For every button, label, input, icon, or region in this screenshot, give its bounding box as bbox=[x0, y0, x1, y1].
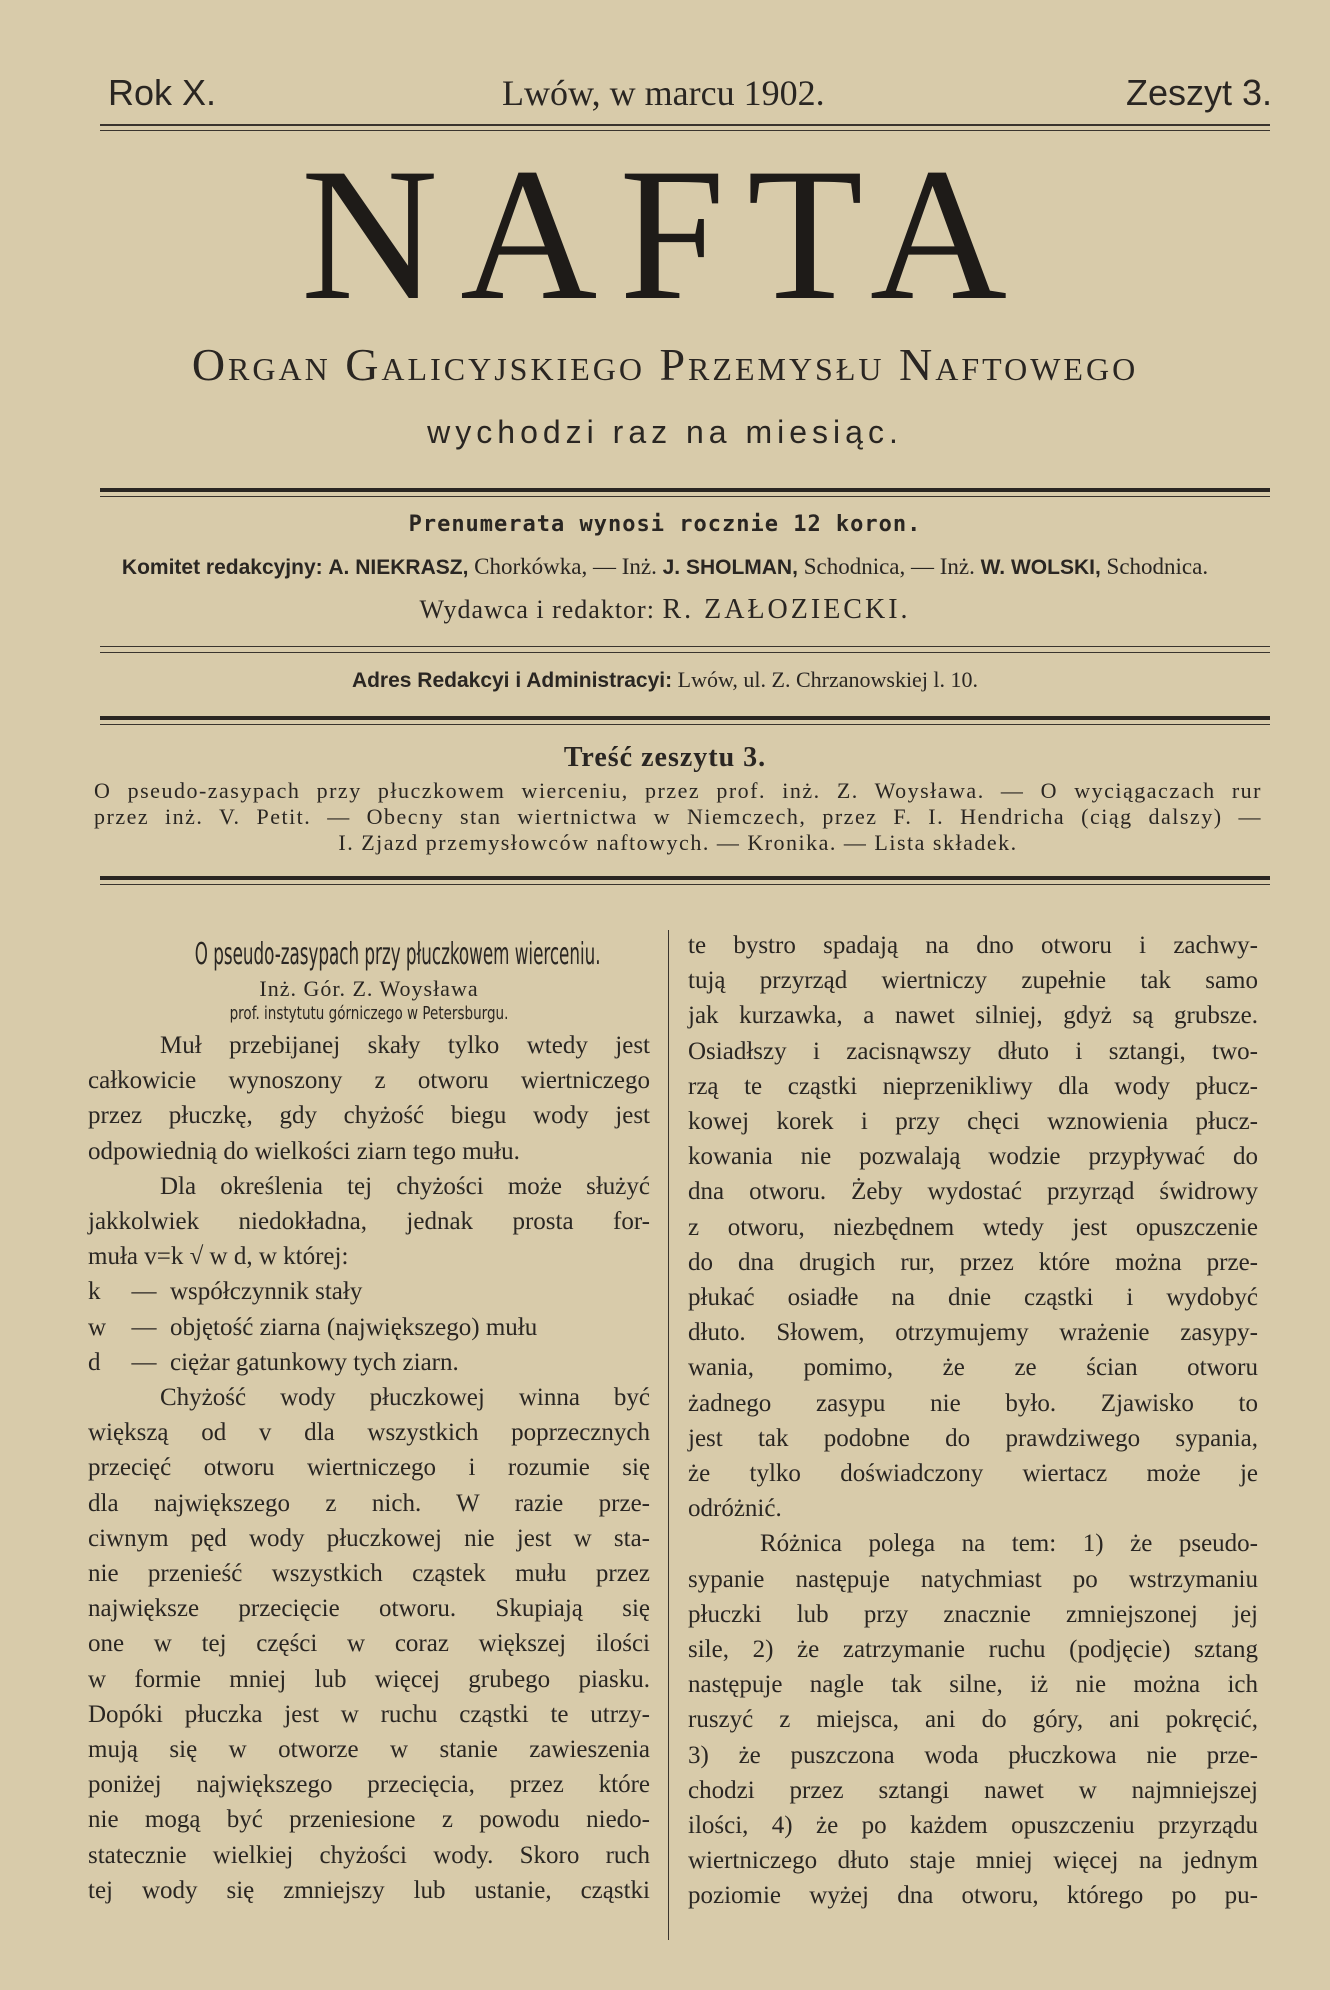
dash: — bbox=[131, 1278, 157, 1306]
publisher-label: Wydawca i redaktor: bbox=[419, 595, 655, 624]
publisher bbox=[0, 594, 1330, 626]
variable-description: ciężar gatunkowy tych ziarn. bbox=[170, 1348, 459, 1376]
editorial-committee bbox=[0, 554, 1330, 580]
text-line: przecięć otworu wiertniczego i rozumie się bbox=[88, 1454, 650, 1482]
text-line: do dna drugich rur, przez które można prze- bbox=[688, 1248, 1258, 1276]
variable-definition bbox=[88, 1345, 650, 1380]
address-line bbox=[0, 667, 1330, 693]
text-line: dla największego z nich. W razie prze- bbox=[88, 1489, 650, 1517]
committee-member-name: A. NIEKRASZ, bbox=[328, 556, 469, 579]
divider-rule bbox=[100, 884, 1270, 885]
text-line: ilości, 4) że po każdem opuszczeniu przyrządu bbox=[688, 1812, 1258, 1840]
text-line: Muł przebijanej skały tylko wtedy jest bbox=[160, 1032, 650, 1059]
article-paragraph bbox=[88, 1380, 650, 1908]
divider-rule bbox=[100, 646, 1270, 647]
article-right-column bbox=[688, 928, 1258, 1914]
text-line: ciwnym pęd wody płuczkowej nie jest w sta- bbox=[88, 1524, 650, 1552]
variable-symbol: d bbox=[88, 1348, 101, 1376]
committee-member-name: J. SHOLMAN, bbox=[662, 556, 798, 579]
text-line: tują przyrząd wiertniczy zupełnie tak samo bbox=[688, 967, 1258, 995]
text-line: kowania nie pozwalają wodzie przypływać do bbox=[688, 1143, 1258, 1171]
article-title: O pseudo-zasypach przy płuczkowem wierceniu. bbox=[194, 937, 601, 972]
text-line: większą od v dla wszystkich poprzecznych bbox=[88, 1419, 650, 1447]
text-line: ruszyć z miejsca, ani do góry, ani pokręcić, bbox=[688, 1706, 1258, 1734]
text-line: poziomie wyżej dna otworu, którego po pu- bbox=[688, 1882, 1258, 1910]
subscription-info: Prenumerata wynosi rocznie 12 koron. bbox=[408, 512, 922, 537]
text-line: odróżnić. bbox=[688, 1495, 782, 1523]
text-line: dna otworu. Żeby wydostać przyrząd świdrowy bbox=[688, 1178, 1258, 1206]
text-line: wania, pomimo, że ze ścian otworu bbox=[688, 1354, 1258, 1382]
variable-description: współczynnik stały bbox=[170, 1278, 363, 1306]
text-line: 3) że puszczona woda płuczkowa nie prze- bbox=[688, 1741, 1258, 1769]
committee-label: Komitet redakcyjny: bbox=[121, 556, 323, 579]
text-line: tej wody się zmniejszy lub ustanie, cząstki bbox=[88, 1876, 650, 1904]
divider-rule bbox=[100, 716, 1270, 720]
text-line: odpowiednią do wielkości ziarn tego mułu. bbox=[88, 1137, 520, 1165]
text-line: Różnica polega na tem: 1) że pseudo- bbox=[760, 1530, 1258, 1558]
divider-rule bbox=[100, 652, 1270, 653]
publication-frequency: wychodzi raz na miesiąc. bbox=[427, 414, 903, 450]
dash: — bbox=[131, 1313, 157, 1341]
text-line: sypanie następuje natychmiast po wstrzymaniu bbox=[688, 1565, 1258, 1593]
divider-rule bbox=[100, 724, 1270, 725]
address-value: Lwów, ul. Z. Chrzanowskiej l. 10. bbox=[677, 667, 979, 692]
text-line: największe przecięcie otworu. Skupiają się bbox=[88, 1595, 650, 1623]
text-line: wiertniczego dłuto staje mniej więcej na jednym bbox=[688, 1847, 1258, 1875]
text-line: jak kurzawka, a nawet silniej, gdyż są grubsze. bbox=[688, 1002, 1258, 1030]
text-line: nie przenieść wszystkich cząstek mułu przez bbox=[88, 1560, 650, 1588]
masthead-title: NAFTA bbox=[300, 130, 1030, 340]
article-author: Inż. Gór. Z. Woysława bbox=[259, 976, 479, 1001]
variable-symbol: k bbox=[88, 1278, 101, 1306]
text-line: Osiadłszy i zacisnąwszy dłuto i sztangi, two- bbox=[688, 1037, 1258, 1065]
text-line: z otworu, niezbędnem wtedy jest opuszczenie bbox=[688, 1213, 1258, 1241]
variable-definition bbox=[88, 1310, 650, 1345]
text-line: one w tej części w coraz większej ilości bbox=[88, 1630, 650, 1658]
text-line: przez płuczkę, gdy chyżość biegu wody jest bbox=[88, 1102, 650, 1130]
contents-title: Treść zeszytu 3. bbox=[563, 742, 767, 773]
variable-definition bbox=[88, 1274, 650, 1309]
text-line: Chyżość wody płuczkowej winna być bbox=[160, 1384, 650, 1412]
contents-line: O pseudo-zasypach przy płuczkowem wierceniu, przez prof. inż. Z. Woysława. — O wyciągaczach rur bbox=[94, 778, 1262, 803]
dash: — bbox=[131, 1348, 157, 1376]
committee-member-place: Chorkówka, — Inż. bbox=[474, 554, 657, 579]
text-line: że tylko doświadczony wiertacz może je bbox=[688, 1460, 1258, 1488]
contents-line: I. Zjazd przemysłowców naftowych. — Kronika. — Lista składek. bbox=[338, 830, 1018, 855]
article-author-affiliation: prof. instytutu górniczego w Petersburgu. bbox=[229, 1003, 509, 1024]
publisher-name: R. ZAŁOZIECKI. bbox=[662, 594, 911, 625]
text-line: mują się w otworze w stanie zawieszenia bbox=[88, 1736, 650, 1764]
place-date: Lwów, w marcu 1902. bbox=[502, 73, 825, 113]
issue-number: Zeszyt 3. bbox=[1125, 72, 1272, 113]
text-line: dłuto. Słowem, otrzymujemy wrażenie zasypy- bbox=[688, 1319, 1258, 1347]
text-line: te bystro spadają na dno otworu i zachwy- bbox=[688, 932, 1258, 959]
committee-member-place: Schodnica, — Inż. bbox=[803, 554, 975, 579]
text-line: statecznie wielkiej chyżości wody. Skoro ruch bbox=[88, 1841, 650, 1869]
text-line: następuje nagle tak silne, iż nie można ich bbox=[688, 1671, 1258, 1699]
text-line: chodzi przez sztangi nawet w najmniejszej bbox=[688, 1776, 1258, 1804]
article-paragraph bbox=[688, 928, 1258, 1526]
text-line: płuczki lub przy znacznie zmniejszonej jej bbox=[688, 1600, 1258, 1628]
text-line: jakkolwiek niedokładna, jednak prosta for- bbox=[88, 1208, 650, 1236]
text-line: rzą te cząstki nieprzenikliwy dla wody płucz- bbox=[688, 1072, 1258, 1100]
text-line: w formie mniej lub więcej grubego piasku. bbox=[88, 1665, 650, 1693]
masthead-subtitle: Organ Galicyjskiego Przemysłu Naftowego bbox=[191, 339, 1139, 390]
variable-list bbox=[88, 1274, 650, 1380]
text-line: płukać osiadłe na dnie cząstki i wydobyć bbox=[688, 1284, 1258, 1312]
article-left-column bbox=[88, 928, 650, 1908]
variable-symbol: w bbox=[88, 1313, 107, 1341]
column-divider bbox=[668, 930, 669, 1940]
volume-label: Rok X. bbox=[108, 72, 217, 113]
divider-rule bbox=[100, 496, 1270, 497]
text-line: Dla określenia tej chyżości może służyć bbox=[160, 1172, 650, 1200]
contents-line: przez inż. V. Petit. — Obecny stan wiertnictwa w Niemczech, przez F. I. Hendricha (ciąg dalszy) — bbox=[94, 804, 1262, 829]
variable-description: objętość ziarna (największego) mułu bbox=[170, 1313, 538, 1341]
committee-member-name: W. WOLSKI, bbox=[980, 556, 1101, 579]
divider-rule bbox=[100, 488, 1270, 492]
article-paragraph bbox=[88, 1028, 650, 1274]
divider-rule bbox=[100, 876, 1270, 880]
address-label: Adres Redakcyi i Administracyi: bbox=[351, 669, 673, 692]
text-line: całkowicie wynoszony z otworu wiertniczego bbox=[88, 1067, 650, 1095]
text-line: kowej korek i przy chęci wznowienia płucz- bbox=[688, 1108, 1258, 1136]
contents-list bbox=[94, 778, 1262, 856]
article-paragraph bbox=[688, 1526, 1258, 1913]
text-line: nie mogą być przeniesione z powodu niedo- bbox=[88, 1806, 650, 1834]
issue-header bbox=[92, 72, 1272, 122]
text-line: muła v=k √ w d, w której: bbox=[88, 1243, 349, 1271]
text-line: poniżej największego przecięcia, przez które bbox=[88, 1771, 650, 1799]
text-line: Dopóki płuczka jest w ruchu cząstki te utrzy- bbox=[88, 1700, 650, 1728]
text-line: jest tak podobne do prawdziwego sypania, bbox=[688, 1424, 1258, 1452]
text-line: sile, 2) że zatrzymanie ruchu (podjęcie) sztang bbox=[688, 1636, 1258, 1664]
committee-member-place: Schodnica. bbox=[1106, 554, 1209, 579]
text-line: żadnego zasypu nie było. Zjawisko to bbox=[688, 1389, 1258, 1417]
